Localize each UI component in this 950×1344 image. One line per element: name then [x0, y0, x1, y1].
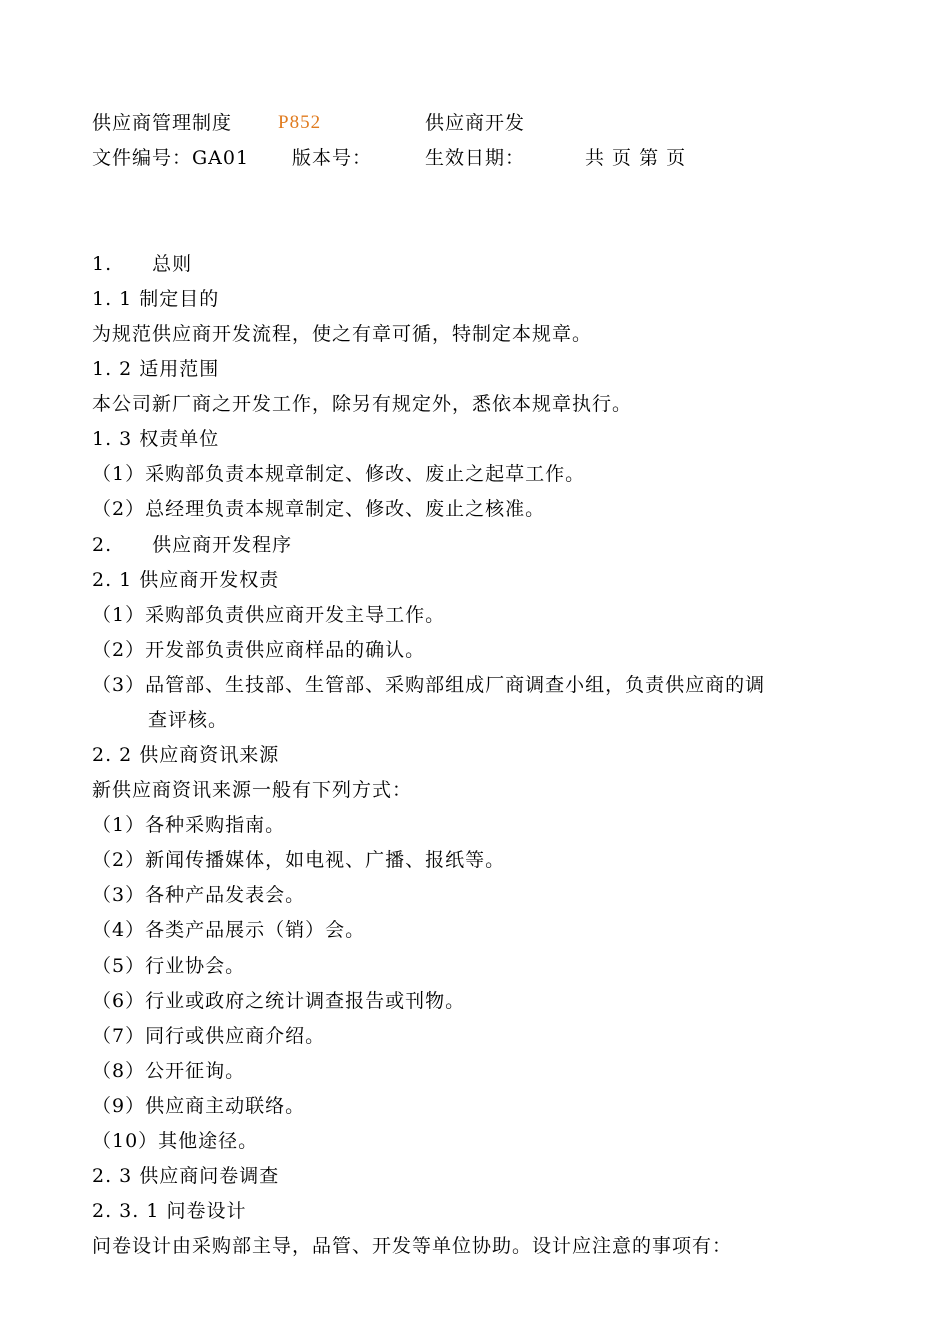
section-2-heading: 2. 供应商开发程序 — [92, 534, 293, 556]
list-item: （1）各种采购指南。 — [92, 814, 286, 836]
document-title: 供应商管理制度 — [92, 112, 233, 134]
list-item: （2）开发部负责供应商样品的确认。 — [92, 639, 426, 661]
list-item: （7）同行或供应商介绍。 — [92, 1025, 326, 1047]
list-item: （8）公开征询。 — [92, 1060, 246, 1082]
list-item: （1）采购部负责供应商开发主导工作。 — [92, 604, 446, 626]
section-2-2-text: 新供应商资讯来源一般有下列方式： — [92, 779, 413, 801]
header-row-2 — [92, 145, 852, 171]
section-2-3-heading: 2. 3 供应商问卷调查 — [92, 1165, 280, 1187]
list-item-continuation: 查评核。 — [148, 709, 229, 731]
page-count: 共 页 第 页 — [585, 147, 687, 169]
list-item: （3）各种产品发表会。 — [92, 884, 306, 906]
section-1-3-heading: 1. 3 权责单位 — [92, 428, 220, 450]
section-2-3-1-heading: 2. 3. 1 问卷设计 — [92, 1200, 247, 1222]
list-item: （5）行业协会。 — [92, 955, 246, 977]
list-item: （1）采购部负责本规章制定、修改、废止之起草工作。 — [92, 463, 586, 485]
section-1-1-heading: 1. 1 制定目的 — [92, 288, 220, 310]
section-2-1-heading: 2. 1 供应商开发权责 — [92, 569, 280, 591]
section-1-2-heading: 1. 2 适用范围 — [92, 358, 220, 380]
list-item: （3）品管部、生技部、生管部、采购部组成厂商调查小组，负责供应商的调 — [92, 674, 766, 696]
section-1-2-text: 本公司新厂商之开发工作，除另有规定外，悉依本规章执行。 — [92, 393, 633, 415]
section-2-2-heading: 2. 2 供应商资讯来源 — [92, 744, 280, 766]
effective-date: 生效日期： — [425, 147, 526, 169]
list-item: （2）总经理负责本规章制定、修改、废止之核准。 — [92, 498, 546, 520]
list-item: （10）其他途径。 — [92, 1130, 259, 1152]
document-code: P852 — [278, 112, 322, 133]
section-2-3-1-text: 问卷设计由采购部主导，品管、开发等单位协助。设计应注意的事项有： — [92, 1235, 733, 1257]
section-1-1-text: 为规范供应商开发流程，使之有章可循，特制定本规章。 — [92, 323, 593, 345]
document-subject: 供应商开发 — [425, 112, 526, 134]
version-number: 版本号： — [292, 147, 373, 169]
list-item: （4）各类产品展示（销）会。 — [92, 919, 366, 941]
list-item: （6）行业或政府之统计调查报告或刊物。 — [92, 990, 466, 1012]
file-number: 文件编号：GA01 — [92, 147, 250, 169]
section-1-heading: 1. 总则 — [92, 253, 193, 275]
list-item: （9）供应商主动联络。 — [92, 1095, 306, 1117]
header-row-1 — [92, 110, 852, 136]
list-item: （2）新闻传播媒体，如电视、广播、报纸等。 — [92, 849, 506, 871]
